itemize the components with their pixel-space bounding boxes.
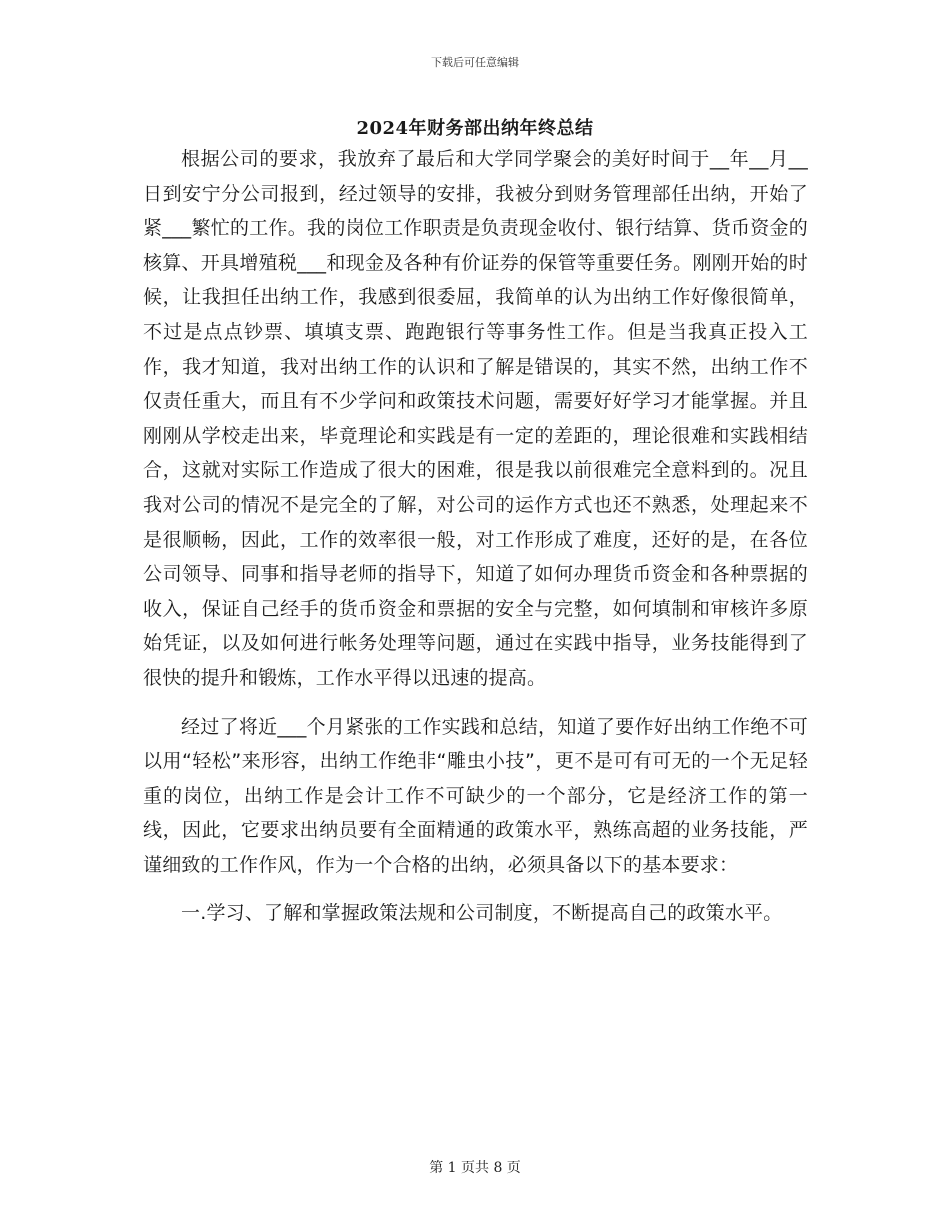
document-body <box>143 142 808 931</box>
page-header-note: 下载后可任意编辑 <box>431 56 519 69</box>
page-number: 第 1 页共 8 页 <box>429 1160 521 1176</box>
paragraph-3: 一.学习、了解和掌握政策法规和公司制度，不断提高自己的政策水平。 <box>181 902 783 925</box>
paragraph-1: 根据公司的要求，我放弃了最后和大学同学聚会的美好时间于__年__月__日到安宁分公司报到，经过领导的安排，我被分到财务管理部任出纳，开始了紧___繁忙的工作。我的岗位工作职责是负责现金收付、银行结算、货币资金的核算、开具增殖税___和现金及各种有价证券的保管等重要任务。刚刚开始的时候，让我担任出纳工作，我感到很委屈，我简单的认为出纳工作好像很简单，不过是点点钞票、填填支票、跑跑银行等事务性工作。但是当我真正投入工作，我才知道，我对出纳工作的认识和了解是错误的，其实不然，出纳工作不仅责任重大，而且有不少学问和政策技术问题，需要好好学习才能掌握。并且刚刚从学校走出来，毕竟理论和实践是有一定的差距的，理论很难和实践相结合，这就对实际工作造成了很大的困难，很是我以前很难完全意料到的。况且我对公司的情况不是完全的了解，对公司的运作方式也还不熟悉，处理起来不是很顺畅，因此，工作的效率很一般，对工作形成了难度，还好的是，在各位公司领导、同事和指导老师的指导下，知道了如何办理货币资金和各种票据的收入，保证自己经手的货币资金和票据的安全与完整，如何填制和审核许多原始凭证，以及如何进行帐务处理等问题，通过在实践中指导，业务技能得到了很快的提升和锻炼，工作水平得以迅速的提高。 <box>143 148 808 689</box>
paragraph-2: 经过了将近___个月紧张的工作实践和总结，知道了要作好出纳工作绝不可以用“轻松”来形容，出纳工作绝非“雕虫小技”，更不是可有可无的一个无足轻重的岗位，出纳工作是会计工作不可缺少的一个部分，它是经济工作的第一线，因此，它要求出纳员要有全面精通的政策水平，熟练高超的业务技能，严谨细致的工作作风，作为一个合格的出纳，必须具备以下的基本要求： <box>143 715 808 876</box>
document-title: 2024年财务部出纳年终总结 <box>356 118 594 139</box>
